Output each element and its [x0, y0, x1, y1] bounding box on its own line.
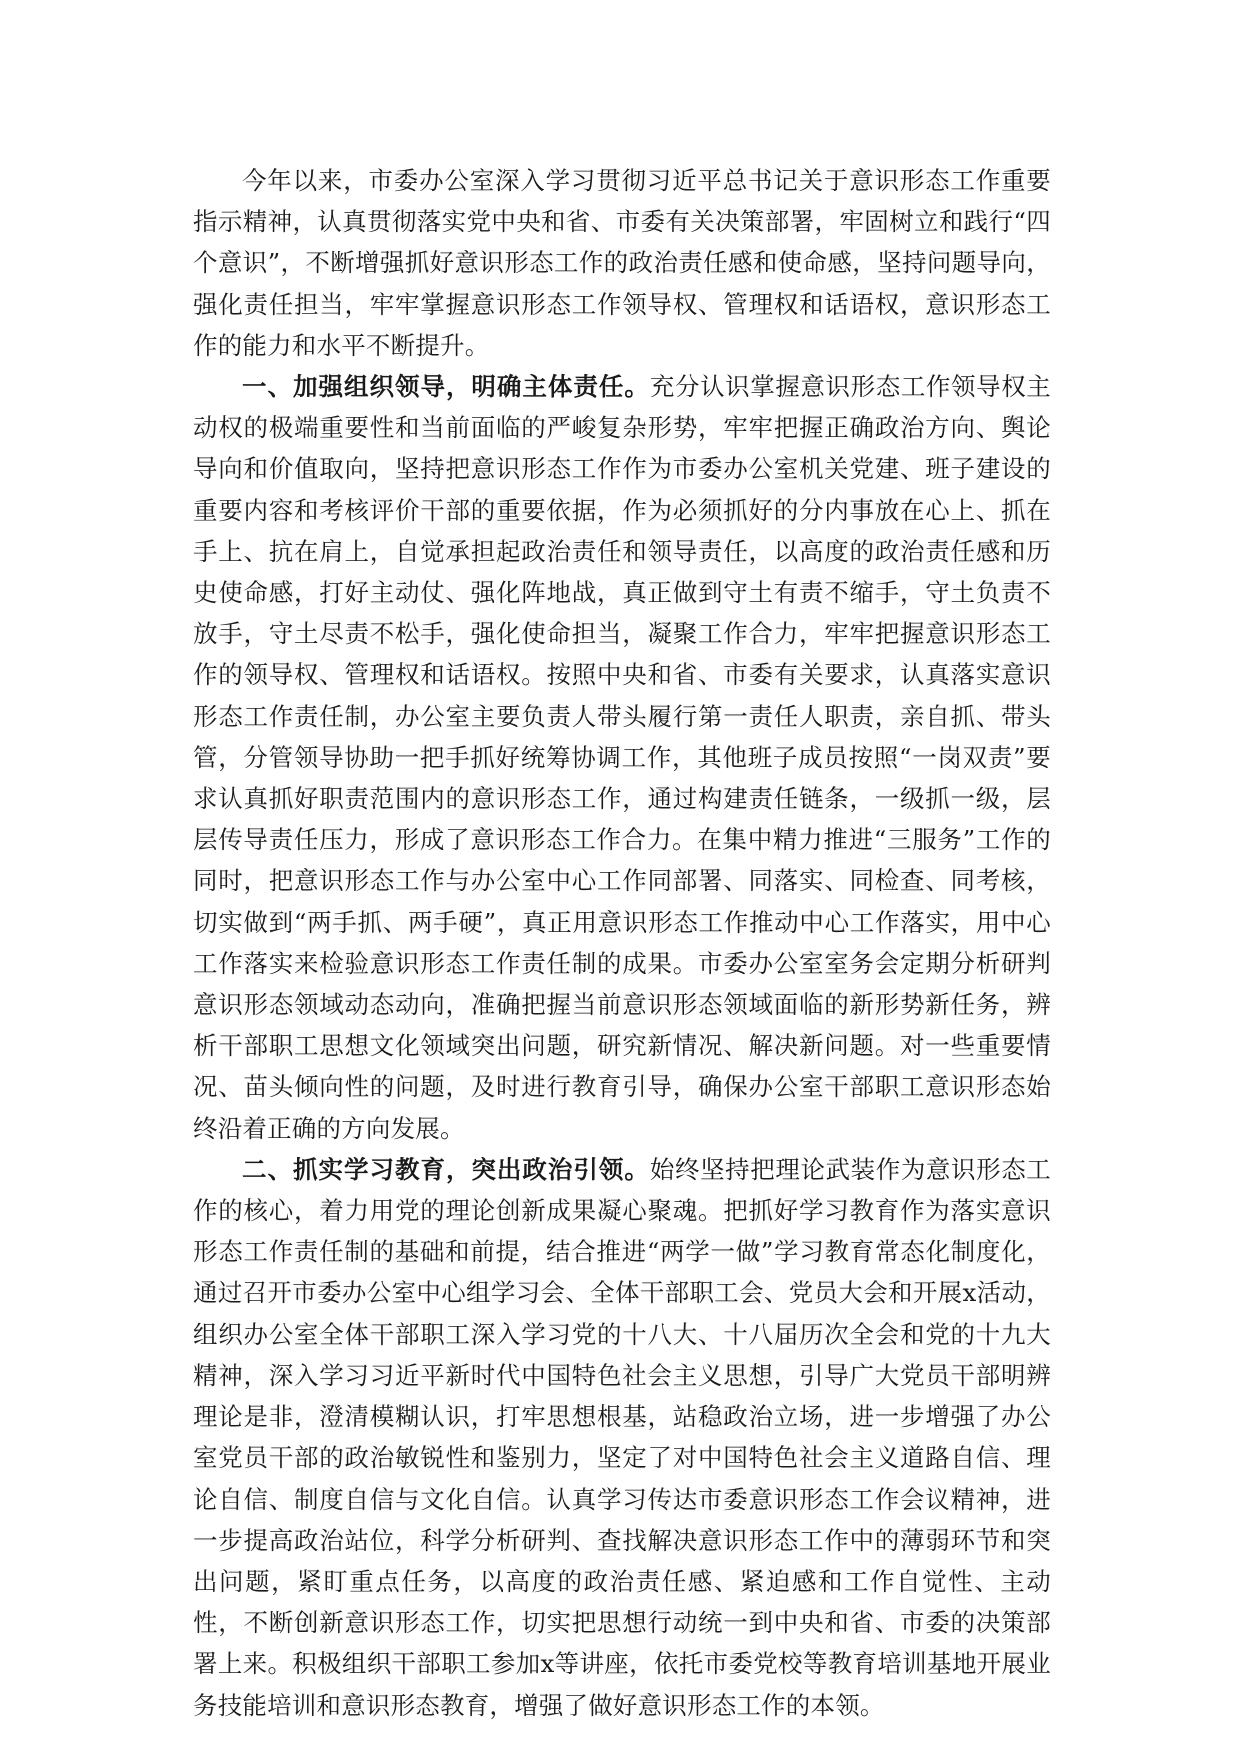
document-body	[193, 160, 1051, 1726]
intro-paragraph	[193, 160, 1051, 366]
section-1-paragraph	[193, 366, 1051, 1149]
section-1-text: 充分认识掌握意识形态工作领导权主动权的极端重要性和当前面临的严峻复杂形势，牢牢把握正确政治方向、舆论导向和价值取向，坚持把意识形态工作作为市委办公室机关党建、班子建设的重要内容和考核评价干部的重要依据，作为必须抓好的分内事放在心上、抓在手上、抗在肩上，自觉承担起政治责任和领导责任，以高度的政治责任感和历史使命感，打好主动仗、强化阵地战，真正做到守土有责不缩手，守土负责不放手，守土尽责不松手，强化使命担当，凝聚工作合力，牢牢把握意识形态工作的领导权、管理权和话语权。按照中央和省、市委有关要求，认真落实意识形态工作责任制，办公室主要负责人带头履行第一责任人职责，亲自抓、带头管，分管领导协助一把手抓好统筹协调工作，其他班子成员按照“一岗双责”要求认真抓好职责范围内的意识形态工作，通过构建责任链条，一级抓一级，层层传导责任压力，形成了意识形态工作合力。在集中精力推进“三服务”工作的同时，把意识形态工作与办公室中心工作同部署、同落实、同检查、同考核，切实做到“两手抓、两手硬”，真正用意识形态工作推动中心工作落实，用中心工作落实来检验意识形态工作责任制的成果。市委办公室室务会定期分析研判意识形态领域动态动向，准确把握当前意识形态领域面临的新形势新任务，辨析干部职工思想文化领域突出问题，研究新情况、解决新问题。对一些重要情况、苗头倾向性的问题，及时进行教育引导，确保办公室干部职工意识形态始终沿着正确的方向发展。	[193, 372, 1051, 1143]
section-2-heading: 二、抓实学习教育，突出政治引领。	[242, 1154, 650, 1184]
section-2-text: 始终坚持把理论武装作为意识形态工作的核心，着力用党的理论创新成果凝心聚魂。把抓好学习教育作为落实意识形态工作责任制的基础和前提，结合推进“两学一做”学习教育常态化制度化，通过召开市委办公室中心组学习会、全体干部职工会、党员大会和开展x活动，组织办公室全体干部职工深入学习党的十八大、十八届历次全会和党的十九大精神，深入学习习近平新时代中国特色社会主义思想，引导广大党员干部明辨理论是非，澄清模糊认识，打牢思想根基，站稳政治立场，进一步增强了办公室党员干部的政治敏锐性和鉴别力，坚定了对中国特色社会主义道路自信、理论自信、制度自信与文化自信。认真学习传达市委意识形态工作会议精神，进一步提高政治站位，科学分析研判、查找解决意识形态工作中的薄弱环节和突出问题，紧盯重点任务，以高度的政治责任感、紧迫感和工作自觉性、主动性，不断创新意识形态工作，切实把思想行动统一到中央和省、市委的决策部署上来。积极组织干部职工参加x等讲座，依托市委党校等教育培训基地开展业务技能培训和意识形态教育，增强了做好意识形态工作的本领。	[193, 1154, 1051, 1720]
section-2-paragraph	[193, 1149, 1051, 1726]
section-1-heading: 一、加强组织领导，明确主体责任。	[242, 372, 650, 402]
intro-paragraph-text: 今年以来，市委办公室深入学习贯彻习近平总书记关于意识形态工作重要指示精神，认真贯彻落实党中央和省、市委有关决策部署，牢固树立和践行“四个意识”，不断增强抓好意识形态工作的政治责任感和使命感，坚持问题导向，强化责任担当，牢牢掌握意识形态工作领导权、管理权和话语权，意识形态工作的能力和水平不断提升。	[193, 166, 1051, 360]
